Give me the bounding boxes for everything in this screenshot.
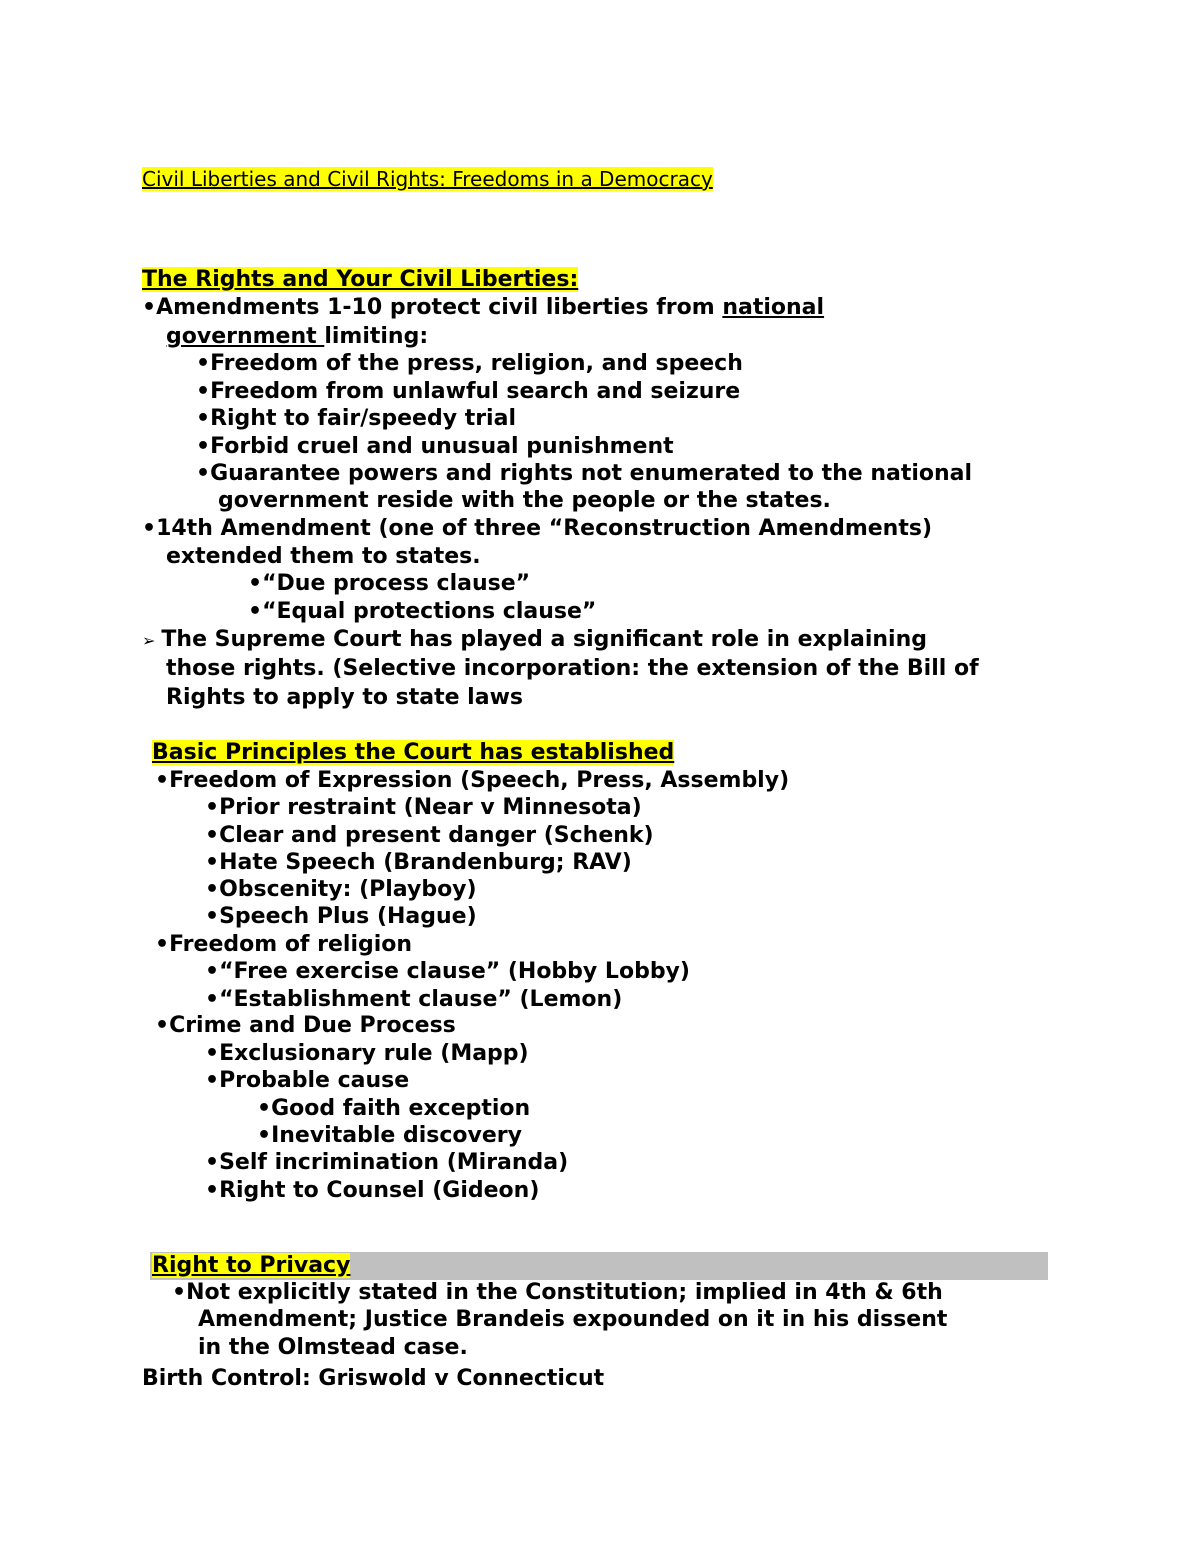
list-item: •Amendments 1-10 protect civil liberties from national [142,295,825,320]
bullet-icon: • [257,1096,272,1121]
list-item-continuation: government limiting: [166,324,429,349]
bullet-icon: • [205,959,220,984]
list-item-continuation: those rights. (Selective incorporation: the extension of the Bill of [166,656,979,681]
bullet-icon: • [196,461,211,486]
list-item: •Clear and present danger (Schenk) [205,823,654,848]
list-item: •“Establishment clause” (Lemon) [205,987,623,1012]
list-item: •Speech Plus (Hague) [205,904,477,929]
bullet-icon: • [155,932,170,957]
list-item-continuation: in the Olmstead case. [198,1335,468,1360]
list-item: •Forbid cruel and unusual punishment [196,434,674,459]
list-item-continuation: government reside with the people or the states. [218,488,831,513]
bullet-icon: • [205,823,220,848]
list-item: •Not explicitly stated in the Constitution; implied in 4th & 6th [172,1280,943,1305]
list-item: •Freedom of religion [155,932,413,957]
bullet-icon: • [205,987,220,1012]
bullet-icon: • [196,406,211,431]
list-item: •Obscenity: (Playboy) [205,877,477,902]
bullet-icon: • [205,850,220,875]
list-item: •Freedom from unlawful search and seizure [196,379,741,404]
bullet-icon: • [248,599,263,624]
list-item: •Exclusionary rule (Mapp) [205,1041,529,1066]
bullet-icon: • [155,768,170,793]
bullet-icon: • [205,1041,220,1066]
list-item: •14th Amendment (one of three “Reconstruction Amendments) [142,516,933,541]
list-item: •Good faith exception [257,1096,531,1121]
list-item: •Right to Counsel (Gideon) [205,1178,540,1203]
bullet-icon: • [205,877,220,902]
birth-control-line: Birth Control: Griswold v Connecticut [142,1366,605,1391]
section-heading-right-to-privacy: Right to Privacy [152,1253,351,1278]
list-item: •Hate Speech (Brandenburg; RAV) [205,850,632,875]
bullet-icon: • [205,904,220,929]
list-item: •Guarantee powers and rights not enumerated to the national [196,461,973,486]
list-item: ➢ The Supreme Court has played a significant role in explaining [142,627,927,652]
list-item: •Inevitable discovery [257,1123,522,1148]
list-item-continuation: Amendment; Justice Brandeis expounded on it in his dissent [198,1307,948,1332]
section-heading-basic-principles: Basic Principles the Court has established [152,740,675,765]
list-item: •Self incrimination (Miranda) [205,1150,569,1175]
list-item: •Right to fair/speedy trial [196,406,516,431]
list-item: •“Due process clause” [248,571,531,596]
list-item-continuation: extended them to states. [166,544,481,569]
bullet-icon: • [142,295,157,320]
list-item: •Freedom of Expression (Speech, Press, Assembly) [155,768,790,793]
list-item: •Probable cause [205,1068,410,1093]
section-heading-civil-liberties: The Rights and Your Civil Liberties: [142,267,579,292]
bullet-icon: • [205,1150,220,1175]
list-item: •“Equal protections clause” [248,599,597,624]
bullet-icon: • [248,571,263,596]
list-item-continuation: Rights to apply to state laws [166,685,523,710]
bullet-icon: • [142,516,157,541]
bullet-icon: • [205,795,220,820]
list-item: •“Free exercise clause” (Hobby Lobby) [205,959,690,984]
bullet-icon: • [205,1178,220,1203]
document-title: Civil Liberties and Civil Rights: Freedoms in a Democracy [142,167,713,191]
arrow-bullet-icon: ➢ [142,631,156,650]
list-item: •Crime and Due Process [155,1013,456,1038]
list-item: •Freedom of the press, religion, and speech [196,351,743,376]
bullet-icon: • [196,434,211,459]
bullet-icon: • [155,1013,170,1038]
bullet-icon: • [205,1068,220,1093]
bullet-icon: • [257,1123,272,1148]
bullet-icon: • [196,379,211,404]
bullet-icon: • [196,351,211,376]
list-item: •Prior restraint (Near v Minnesota) [205,795,642,820]
bullet-icon: • [172,1280,187,1305]
